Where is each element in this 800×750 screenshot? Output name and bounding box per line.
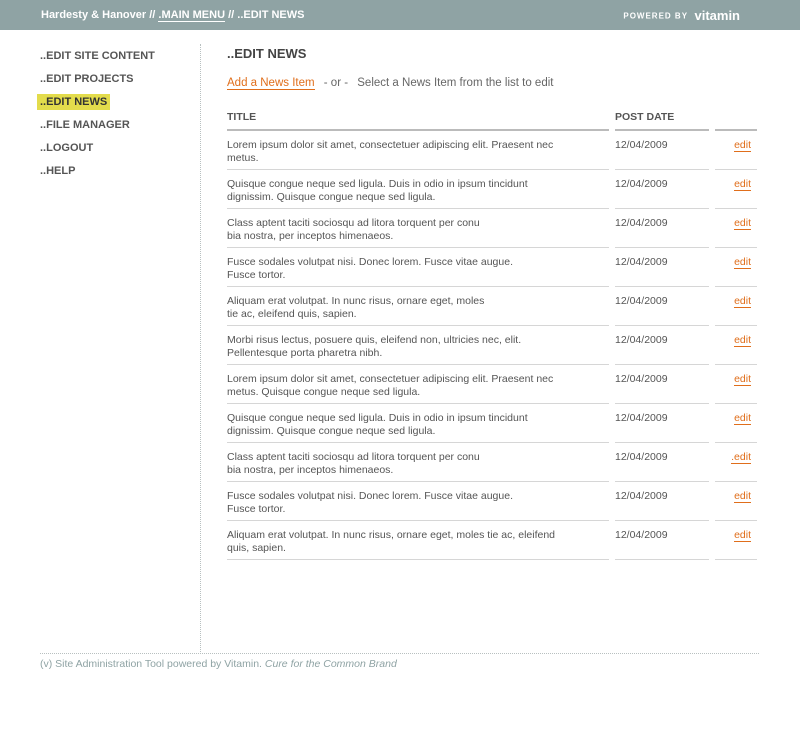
- edit-cell: [715, 131, 757, 170]
- nav-item-label: ..FILE MANAGER: [40, 119, 130, 131]
- breadcrumb: [41, 9, 305, 21]
- edit-cell: [715, 287, 757, 326]
- header-post-date: POST DATE: [615, 111, 709, 131]
- edit-link[interactable]: .edit: [731, 451, 751, 463]
- news-title-cell: [227, 326, 609, 365]
- news-title-line: Lorem ipsum dolor sit amet, consectetuer adipiscing elit. Praesent nec: [227, 373, 554, 385]
- table-row: [227, 365, 757, 404]
- table-row: [227, 443, 757, 482]
- news-title-line: dignissim. Quisque congue neque sed ligula.: [227, 191, 436, 203]
- table-body: [227, 131, 757, 560]
- table-row: [227, 326, 757, 365]
- news-title-line: bia nostra, per inceptos himenaeos.: [227, 464, 394, 476]
- post-date-cell: 12/04/2009: [615, 209, 709, 248]
- post-date-cell: 12/04/2009: [615, 365, 709, 404]
- edit-link[interactable]: edit: [734, 373, 751, 385]
- edit-link[interactable]: edit: [734, 295, 751, 307]
- news-title-cell: [227, 287, 609, 326]
- or-text: - or -: [323, 77, 349, 89]
- news-title-cell: [227, 482, 609, 521]
- table-row: [227, 248, 757, 287]
- top-bar: [0, 0, 800, 30]
- table-row: [227, 170, 757, 209]
- edit-cell: [715, 170, 757, 209]
- news-title-cell: [227, 404, 609, 443]
- table-row: [227, 521, 757, 560]
- add-news-item-link[interactable]: Add a News Item: [227, 77, 315, 89]
- news-title-cell: [227, 209, 609, 248]
- table-row: [227, 131, 757, 170]
- header-title: TITLE: [227, 111, 609, 131]
- edit-cell: [715, 482, 757, 521]
- main-content: [227, 46, 757, 560]
- news-title-line: Class aptent taciti sociosqu ad litora torquent per conu: [227, 451, 480, 463]
- news-title-cell: [227, 365, 609, 404]
- sidebar-nav: [40, 48, 200, 186]
- nav-item-label: ..EDIT NEWS: [37, 94, 110, 110]
- table-row: [227, 482, 757, 521]
- news-title-line: Quisque congue neque sed ligula. Duis in odio in ipsum tincidunt: [227, 178, 528, 190]
- breadcrumb-separator: //: [228, 9, 235, 21]
- news-title-cell: [227, 521, 609, 560]
- news-title-line: metus.: [227, 152, 259, 164]
- table-row: [227, 404, 757, 443]
- post-date-cell: 12/04/2009: [615, 131, 709, 170]
- nav-item-label: ..LOGOUT: [40, 142, 94, 154]
- footer-divider: [40, 653, 759, 654]
- nav-edit-news[interactable]: [40, 94, 200, 117]
- footer-text: (v) Site Administration Tool powered by Vitamin.: [40, 658, 262, 670]
- post-date-cell: 12/04/2009: [615, 521, 709, 560]
- news-title-cell: [227, 170, 609, 209]
- nav-logout[interactable]: [40, 140, 200, 163]
- instruction-text: Select a News Item from the list to edit: [357, 77, 554, 89]
- table-row: [227, 287, 757, 326]
- news-title-line: Class aptent taciti sociosqu ad litora torquent per conu: [227, 217, 480, 229]
- edit-link[interactable]: edit: [734, 490, 751, 502]
- post-date-cell: 12/04/2009: [615, 248, 709, 287]
- footer: [40, 658, 397, 670]
- breadcrumb-main-menu-link[interactable]: .MAIN MENU: [158, 9, 226, 21]
- edit-link[interactable]: edit: [734, 178, 751, 190]
- nav-item-label: ..EDIT PROJECTS: [40, 73, 134, 85]
- post-date-cell: 12/04/2009: [615, 404, 709, 443]
- table-row: [227, 209, 757, 248]
- table-header: [227, 111, 757, 131]
- nav-item-label: ..HELP: [40, 165, 76, 177]
- nav-edit-site-content[interactable]: [40, 48, 200, 71]
- edit-link[interactable]: edit: [734, 256, 751, 268]
- news-title-cell: [227, 131, 609, 170]
- news-table: [227, 111, 757, 560]
- news-title-cell: [227, 248, 609, 287]
- news-title-line: Fusce tortor.: [227, 269, 286, 281]
- powered-by-label: POWERED BY: [623, 11, 689, 21]
- news-title-line: tie ac, eleifend quis, sapien.: [227, 308, 357, 320]
- post-date-cell: 12/04/2009: [615, 482, 709, 521]
- news-title-line: Fusce tortor.: [227, 503, 286, 515]
- news-title-line: bia nostra, per inceptos himenaeos.: [227, 230, 394, 242]
- post-date-cell: 12/04/2009: [615, 287, 709, 326]
- nav-edit-projects[interactable]: [40, 71, 200, 94]
- vertical-divider: [200, 44, 201, 652]
- news-title-line: Aliquam erat volutpat. In nunc risus, ornare eget, moles tie ac, eleifend: [227, 529, 556, 541]
- breadcrumb-site: Hardesty & Hanover: [41, 9, 147, 21]
- footer-tagline: Cure for the Common Brand: [264, 658, 397, 670]
- post-date-cell: 12/04/2009: [615, 170, 709, 209]
- breadcrumb-current: ..EDIT NEWS: [237, 9, 305, 21]
- nav-item-label: ..EDIT SITE CONTENT: [40, 50, 155, 62]
- edit-link[interactable]: edit: [734, 217, 751, 229]
- powered-by-logo: [623, 7, 740, 25]
- news-title-line: Quisque congue neque sed ligula. Duis in odio in ipsum tincidunt: [227, 412, 528, 424]
- nav-file-manager[interactable]: [40, 117, 200, 140]
- edit-cell: [715, 443, 757, 482]
- news-title-line: dignissim. Quisque congue neque sed ligula.: [227, 425, 436, 437]
- news-title-cell: [227, 443, 609, 482]
- edit-cell: [715, 521, 757, 560]
- edit-link[interactable]: edit: [734, 139, 751, 151]
- edit-link[interactable]: edit: [734, 412, 751, 424]
- edit-cell: [715, 248, 757, 287]
- edit-link[interactable]: edit: [734, 334, 751, 346]
- news-title-line: Aliquam erat volutpat. In nunc risus, ornare eget, moles: [227, 295, 485, 307]
- breadcrumb-separator: //: [149, 9, 156, 21]
- news-title-line: Pellentesque porta pharetra nibh.: [227, 347, 383, 359]
- nav-help[interactable]: [40, 163, 200, 186]
- edit-cell: [715, 326, 757, 365]
- news-title-line: Lorem ipsum dolor sit amet, consectetuer adipiscing elit. Praesent nec: [227, 139, 554, 151]
- post-date-cell: 12/04/2009: [615, 443, 709, 482]
- edit-cell: [715, 365, 757, 404]
- vitamin-logo: vitamin: [694, 8, 740, 24]
- header-edit: [715, 111, 757, 131]
- news-title-line: Morbi risus lectus, posuere quis, eleifend non, ultricies nec, elit.: [227, 334, 522, 346]
- page-title: ..EDIT NEWS: [227, 46, 307, 61]
- news-title-line: metus. Quisque congue neque sed ligula.: [227, 386, 421, 398]
- action-line: [227, 77, 757, 89]
- post-date-cell: 12/04/2009: [615, 326, 709, 365]
- news-title-line: quis, sapien.: [227, 542, 286, 554]
- edit-cell: [715, 209, 757, 248]
- news-title-line: Fusce sodales volutpat nisi. Donec lorem. Fusce vitae augue.: [227, 490, 513, 502]
- news-title-line: Fusce sodales volutpat nisi. Donec lorem. Fusce vitae augue.: [227, 256, 513, 268]
- edit-cell: [715, 404, 757, 443]
- edit-link[interactable]: edit: [734, 529, 751, 541]
